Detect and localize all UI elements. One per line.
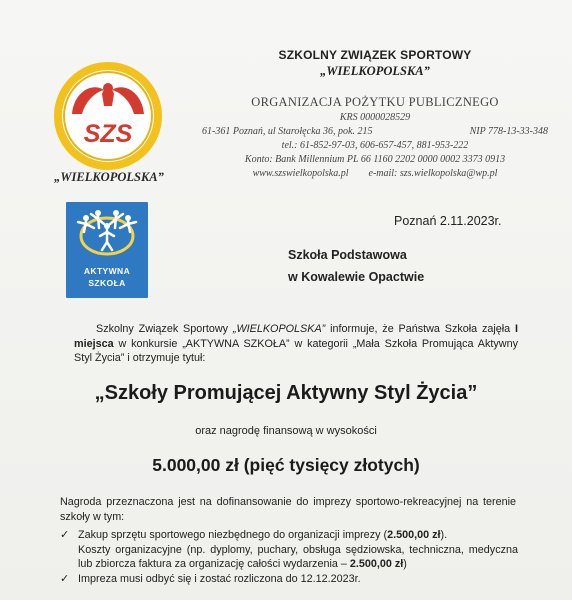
address: 61-361 Poznań, ul Starołęcka 36, pok. 215	[202, 126, 373, 137]
nip: NIP 778-13-33-348	[469, 126, 548, 137]
intro-paragraph	[74, 322, 518, 366]
letterhead	[190, 48, 560, 179]
intro-part1: Szkolny Związek Sportowy	[96, 323, 233, 335]
bank-row	[190, 154, 560, 165]
list-item	[60, 572, 518, 587]
aktywna-figures-icon	[66, 202, 148, 264]
recipient-line2: w Kowalewie Opactwie	[288, 270, 425, 284]
krs-number: KRS 0000028529	[339, 112, 411, 123]
logo-caption: „WIELKOPOLSKA”	[54, 170, 164, 184]
website-link[interactable]: www.szswielkopolska.pl	[252, 168, 349, 179]
recipient	[288, 244, 424, 288]
szs-logo-letters: SZS	[83, 120, 133, 148]
aktywna-szkola-logo	[66, 202, 148, 298]
intro-part3: w konkursie „AKTYWNA SZKOŁA” w kategorii „Mała Szkoła Promująca Aktywny Styl Życia” i otrzymuje tytuł:	[74, 337, 518, 364]
intro-place: I miejsca	[74, 323, 518, 350]
award-subline: oraz nagrodę finansową w wysokości	[195, 425, 377, 437]
phone: tel.: 61-852-97-03, 606-657-457, 881-953-222	[281, 140, 469, 151]
intro-part2: informuje, że Państwa Szkoła zajęła	[325, 323, 515, 335]
szs-logo	[52, 60, 164, 172]
phone-row	[190, 140, 560, 151]
aktywna-line1: AKTYWNA	[83, 266, 131, 276]
bullet-text: Impreza musi odbyć się i zostać rozliczona do 12.12.2023r.	[78, 572, 361, 585]
bank-account: Konto: Bank Millennium PL 66 1160 2202 0000 0002 3373 0913	[244, 154, 506, 165]
opp-label: ORGANIZACJA POŻYTKU PUBLICZNEGO	[251, 95, 499, 109]
list-item: ✓ Zakup sprzętu sportowego niezbędnego do organizacji imprezy (2.500,00 zł). Koszty organizacyjne (np. dyplomy, puchary, obsługa sędziowska, techniczna, medyczna lub zbiorcza faktura za organizację całości wydarzenia – 2.500,00 zł)	[60, 529, 518, 570]
contact-row	[190, 168, 560, 179]
org-name-region: „WIELKOPOLSKA”	[320, 64, 430, 78]
aktywna-line2: SZKOŁA	[88, 278, 126, 288]
checkmark-icon: ✓	[60, 529, 70, 541]
award-amount: 5.000,00 zł (pięć tysięcy złotych)	[152, 455, 420, 475]
checkmark-icon: ✓	[60, 572, 70, 585]
bullet-list	[60, 528, 518, 586]
intro-org-italic: „WIELKOPOLSKA”	[232, 323, 326, 335]
letter-date: Poznań 2.11.2023r.	[394, 214, 502, 228]
email-link[interactable]: e-mail: szs.wielkopolska@wp.pl	[368, 168, 498, 179]
recipient-line1: Szkoła Podstawowa	[288, 248, 407, 262]
address-row	[190, 126, 560, 137]
award-title: „Szkoły Promującej Aktywny Styl Życia”	[94, 382, 478, 404]
org-name: SZKOLNY ZWIĄZEK SPORTOWY	[278, 48, 472, 62]
purpose-paragraph: Nagroda przeznaczona jest na dofinansowanie do imprezy sportowo-rekreacyjnej na terenie szkoły w tym:	[60, 496, 516, 523]
